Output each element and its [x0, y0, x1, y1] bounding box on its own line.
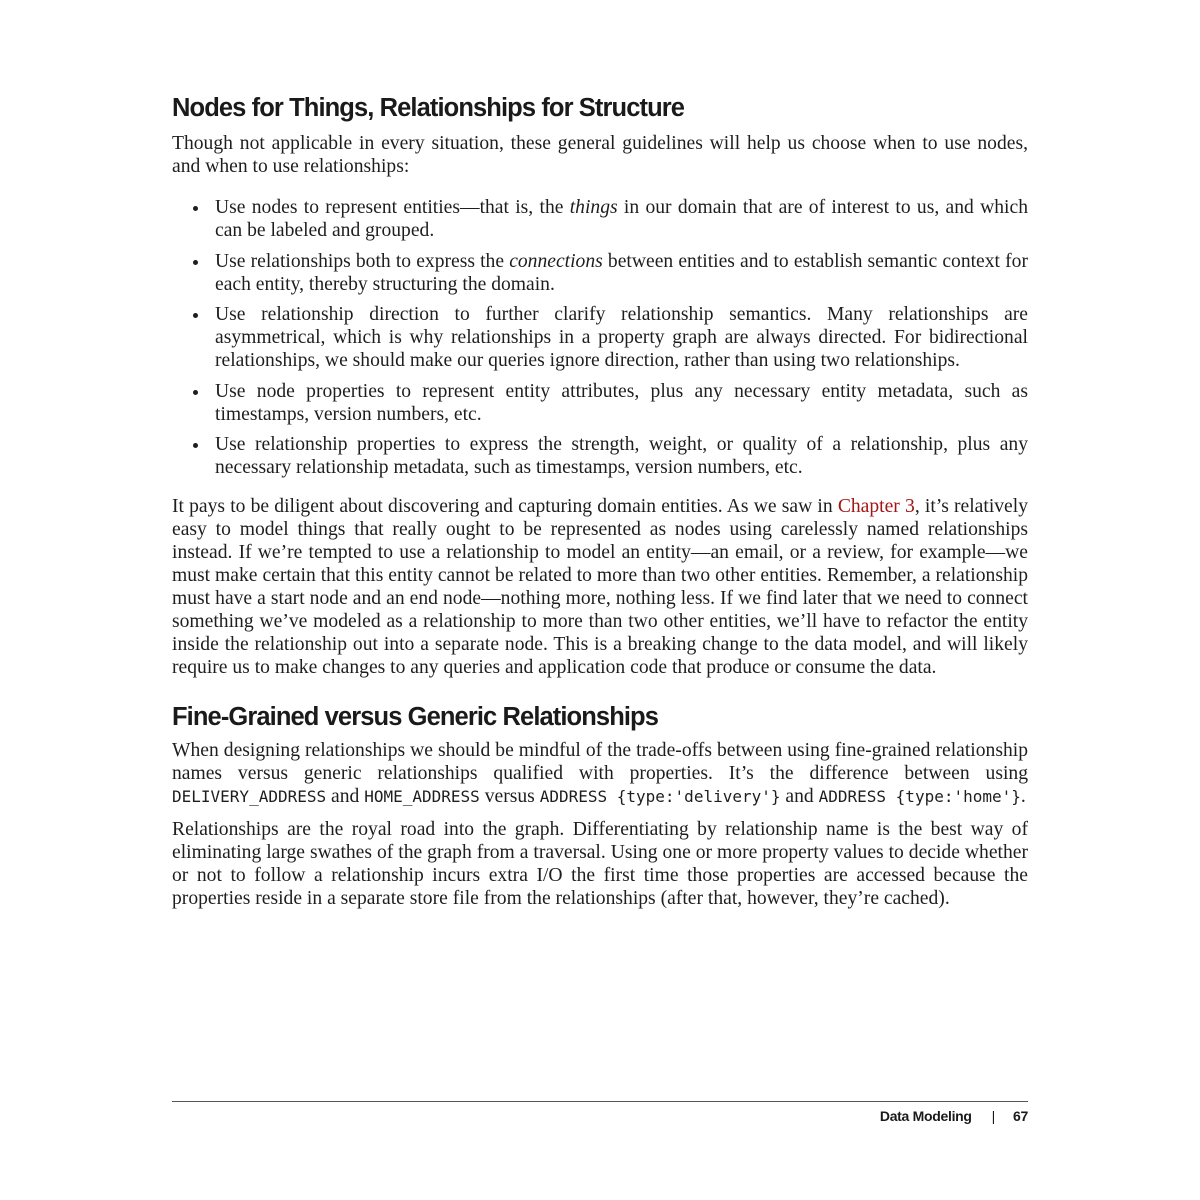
- list-item: Use node properties to represent entity attributes, plus any necessary entity metadata, such as timestamps, version numbers, etc.: [215, 380, 1028, 425]
- list-item: Use nodes to represent entities—that is, the things in our domain that are of interest to us, and which can be labeled and grouped.: [215, 197, 1028, 241]
- page-footer: [880, 1108, 1028, 1124]
- list-item: Use relationships both to express the connections between entities and to establish semantic context for each entity, thereby structuring the domain.: [215, 250, 1028, 295]
- footer-page-number: 67: [1013, 1108, 1028, 1124]
- footer-rule: [172, 1101, 1028, 1102]
- chapter-3-link[interactable]: Chapter 3: [837, 496, 915, 517]
- fine-grained-paragraph: When designing relationships we should be mindful of the trade-offs between using fine-grained relationship names versus generic relationships qualified with properties. It’s the difference between using DELIVERY_ADDRESS and HOME_ADDRESS versus ADDRESS {type:'delivery'} and ADDRESS {type:'home'}.: [172, 740, 1028, 807]
- page-content: [172, 88, 1028, 910]
- list-item: Use relationship direction to further clarify relationship semantics. Many relationships are asymmetrical, which is why relationships in a property graph are always directed. For bidirectional relationships, we should make our queries ignore direction, rather than using two relationships.: [215, 304, 1028, 371]
- section-heading-fine-grained: Fine-Grained versus Generic Relationships: [172, 703, 659, 731]
- guidelines-list: [172, 196, 1028, 479]
- section-heading-nodes-for-things: Nodes for Things, Relationships for Structure: [172, 94, 685, 122]
- domain-entities-paragraph: It pays to be diligent about discovering and capturing domain entities. As we saw in Chapter 3, it’s relatively easy to model things that really ought to be represented as nodes using carelessly named relationships instead. If we’re tempted to use a relationship to model an entity—an email, or a review, for example—we must make certain that this entity cannot be related to more than two other entities. Remember, a relationship must have a start node and an end node—nothing more, nothing less. If we find later that we need to connect something we’ve modeled as a relationship to more than two other entities, we’ll have to refactor the entity inside the relationship out into a separate node. This is a breaking change to the data model, and will likely require us to make changes to any queries and application code that produce or consume the data.: [172, 496, 1028, 678]
- footer-separator: |: [991, 1108, 996, 1124]
- code-address-delivery: ADDRESS {type:'delivery'}: [539, 787, 781, 806]
- code-address-home: ADDRESS {type:'home'}: [818, 787, 1021, 806]
- intro-paragraph: Though not applicable in every situation, these general guidelines will help us choose when to use nodes, and when to use relationships:: [172, 133, 1028, 177]
- code-delivery-address: DELIVERY_ADDRESS: [172, 787, 327, 806]
- code-home-address: HOME_ADDRESS: [364, 787, 480, 806]
- royal-road-paragraph: Relationships are the royal road into the graph. Differentiating by relationship name is the best way of eliminating large swathes of the graph from a traversal. Using one or more property values to decide whether or not to follow a relationship incurs extra I/O the first time those properties are accessed because the properties reside in a separate store file from the relationships (after that, however, they’re cached).: [172, 819, 1028, 909]
- list-item: Use relationship properties to express the strength, weight, or quality of a relationship, plus any necessary relationship metadata, such as timestamps, version numbers, etc.: [215, 434, 1028, 478]
- footer-chapter-title: Data Modeling: [879, 1108, 972, 1124]
